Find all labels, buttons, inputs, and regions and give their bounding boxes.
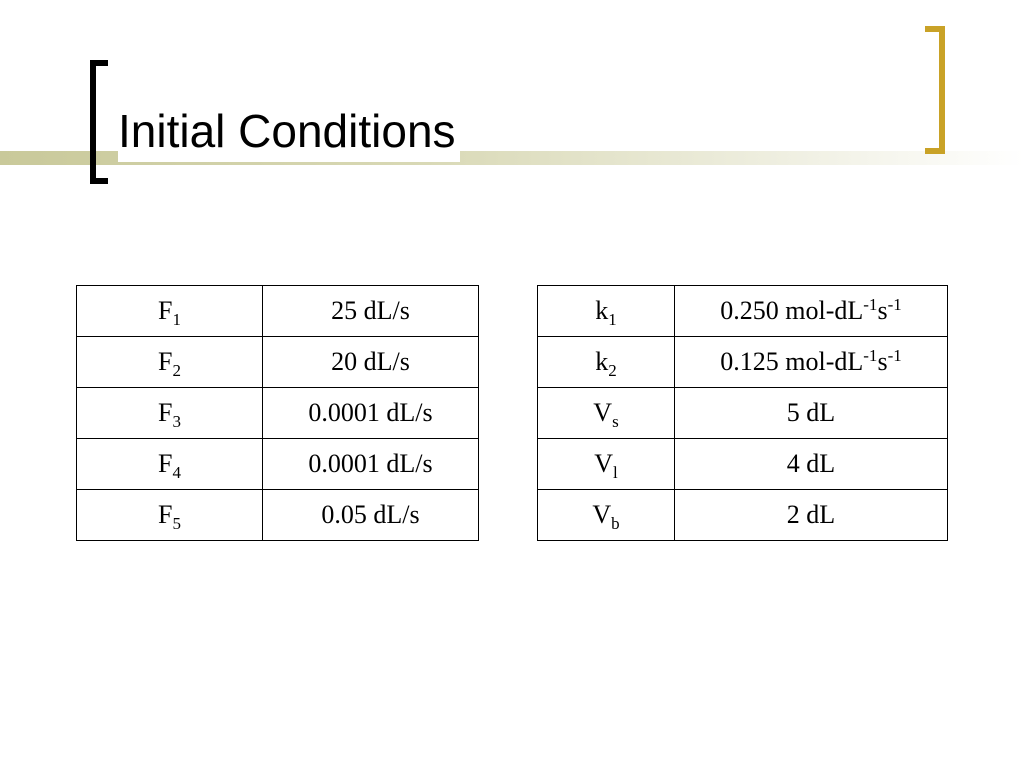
table-row: [77, 439, 479, 490]
flow-rates-table: [76, 285, 479, 541]
parameter-value: 0.0001 dL/s: [263, 439, 479, 490]
table-row: [538, 337, 948, 388]
left-bracket-decoration: [90, 60, 108, 184]
parameter-symbol: $k_1$: [538, 286, 675, 337]
parameter-value: 4 dL: [675, 439, 948, 490]
parameter-value: 20 dL/s: [263, 337, 479, 388]
parameter-symbol: $V_s$: [538, 388, 675, 439]
parameter-symbol: $F_1$: [77, 286, 263, 337]
parameter-symbol: $F_3$: [77, 388, 263, 439]
parameter-value: 25 dL/s: [263, 286, 479, 337]
parameter-symbol: $V_l$: [538, 439, 675, 490]
constants-table: [537, 285, 948, 541]
table-row: [538, 286, 948, 337]
table-row: [538, 388, 948, 439]
parameter-value: 5 dL: [675, 388, 948, 439]
parameter-value: 0.250 mol-$dL^{-1}s^{-1}$: [675, 286, 948, 337]
table-row: [538, 439, 948, 490]
parameter-symbol: $F_2$: [77, 337, 263, 388]
table-row: [77, 286, 479, 337]
slide-title: Initial Conditions: [118, 100, 460, 162]
parameter-symbol: $F_4$: [77, 439, 263, 490]
table-row: [77, 388, 479, 439]
parameter-symbol: $k_2$: [538, 337, 675, 388]
table-row: [538, 490, 948, 541]
table-row: [77, 490, 479, 541]
parameter-symbol: $V_b$: [538, 490, 675, 541]
parameter-value: 2 dL: [675, 490, 948, 541]
parameter-value: 0.05 dL/s: [263, 490, 479, 541]
parameter-value: 0.0001 dL/s: [263, 388, 479, 439]
parameter-symbol: $F_5$: [77, 490, 263, 541]
right-bracket-decoration: [925, 26, 945, 154]
parameter-value: 0.125 mol-$dL^{-1}s^{-1}$: [675, 337, 948, 388]
table-row: [77, 337, 479, 388]
